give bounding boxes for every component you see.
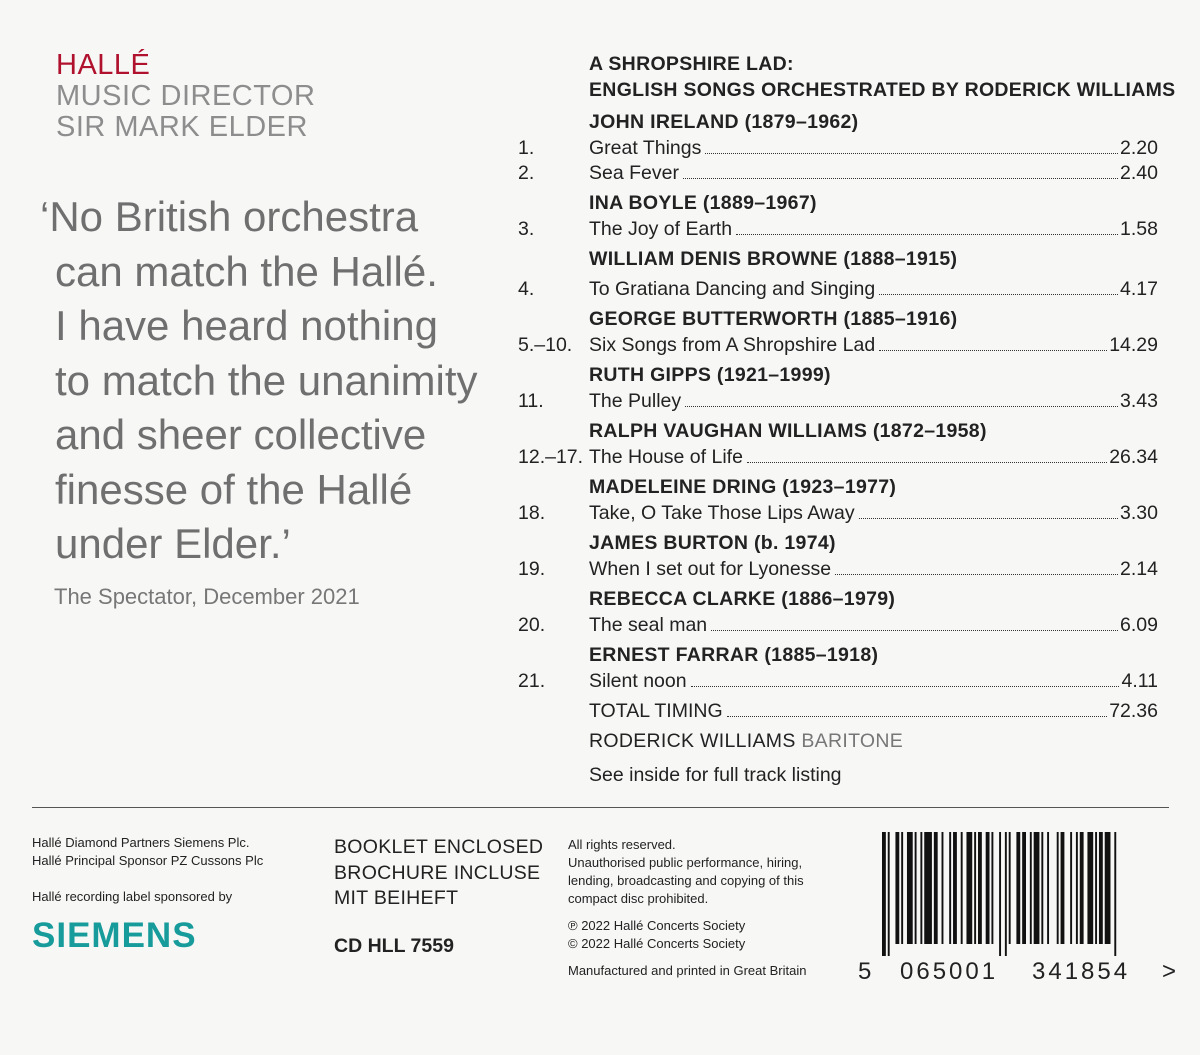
barcode-bar xyxy=(924,832,932,944)
barcode-bar xyxy=(991,832,993,944)
sponsor-line: Hallé Diamond Partners Siemens Plc. xyxy=(32,835,250,850)
track-title: The seal man xyxy=(589,614,708,636)
barcode-bar xyxy=(949,832,951,944)
barcode-bar xyxy=(1009,832,1011,944)
barcode-bar xyxy=(920,832,922,944)
track-title: To Gratiana Dancing and Singing xyxy=(589,278,876,300)
barcode-bar xyxy=(1041,832,1043,944)
track-time: 4.17 xyxy=(1120,278,1158,300)
barcode-bar xyxy=(934,832,938,944)
booklet-line: BOOKLET ENCLOSED xyxy=(334,836,544,858)
track-time: 2.14 xyxy=(1120,558,1158,580)
track-title: Six Songs from A Shropshire Lad xyxy=(589,334,876,356)
total-timing-label: TOTAL TIMING xyxy=(589,700,723,722)
rights-notice xyxy=(568,836,828,908)
composer-heading: REBECCA CLARKE (1886–1979) xyxy=(589,588,896,610)
track-title: Silent noon xyxy=(589,670,687,692)
barcode-bar xyxy=(907,832,913,944)
booklet-line: BROCHURE INCLUSE xyxy=(334,861,541,884)
track-number: 19. xyxy=(518,558,546,580)
catalog-number: CD HLL 7559 xyxy=(334,935,454,957)
track-title: Sea Fever xyxy=(589,162,679,184)
performer-name: RODERICK WILLIAMS xyxy=(589,730,796,752)
barcode-bar xyxy=(942,832,944,944)
barcode-bar xyxy=(1057,832,1059,944)
quote-line: can match the Hallé. xyxy=(55,247,438,295)
barcode-bar xyxy=(1076,832,1078,944)
track-number: 12.–17. xyxy=(518,446,584,468)
track-time: 3.43 xyxy=(1120,390,1158,412)
track-row xyxy=(518,390,1158,416)
track-time: 14.29 xyxy=(1109,334,1158,356)
rights-text: Unauthorised public performance, hiring, lending, broadcasting and copying of this compact disc prohibited. xyxy=(568,855,804,906)
barcode-bar xyxy=(888,832,890,956)
track-title: When I set out for Lyonesse xyxy=(589,558,832,580)
composer-heading: WILLIAM DENIS BROWNE (1888–1915) xyxy=(589,248,958,270)
quote-line: I have heard nothing xyxy=(55,302,438,349)
orchestra-name: HALLÉ xyxy=(56,49,151,81)
leader-dots xyxy=(683,178,1118,179)
siemens-logo: SIEMENS xyxy=(32,916,197,955)
performer-credit xyxy=(589,730,903,753)
barcode-bar xyxy=(1114,832,1116,956)
barcode-bar xyxy=(901,832,903,944)
composer-heading: JOHN IRELAND (1879–1962) xyxy=(589,111,859,133)
track-row xyxy=(518,137,1158,163)
quote-line: finesse of the Hallé xyxy=(55,465,413,513)
barcode-bar xyxy=(1005,832,1007,956)
barcode-bar xyxy=(1099,832,1103,944)
leader-dots xyxy=(705,153,1118,154)
barcode xyxy=(852,832,1182,992)
barcode-bar xyxy=(1030,832,1032,944)
album-title xyxy=(589,51,1175,103)
total-timing-value: 72.36 xyxy=(1109,700,1158,722)
track-time: 4.11 xyxy=(1121,670,1158,692)
track-title: The Pulley xyxy=(589,390,682,412)
barcode-bar xyxy=(895,832,899,944)
composer-heading: RUTH GIPPS (1921–1999) xyxy=(589,364,831,386)
barcode-bar xyxy=(966,832,972,944)
copyright: © 2022 Hallé Concerts Society xyxy=(568,936,746,951)
leader-dots xyxy=(747,462,1107,463)
album-title-line: ENGLISH SONGS ORCHESTRATED BY RODERICK WILLIAMS xyxy=(589,79,1176,101)
barcode-bar xyxy=(1034,832,1040,944)
track-row xyxy=(518,558,1158,584)
barcode-group-left: 065001 xyxy=(900,958,999,985)
quote-line: under Elder.’ xyxy=(55,520,291,567)
track-row xyxy=(518,162,1158,188)
booklet-line: MIT BEIHEFT xyxy=(334,887,459,909)
track-row xyxy=(518,502,1158,528)
leader-dots xyxy=(736,234,1118,235)
track-title: Take, O Take Those Lips Away xyxy=(589,502,855,524)
leader-dots xyxy=(859,518,1118,519)
barcode-bar xyxy=(978,832,982,944)
footer-divider xyxy=(32,807,1169,808)
composer-heading: JAMES BURTON (b. 1974) xyxy=(589,532,836,554)
barcode-bar xyxy=(1070,832,1072,944)
track-number: 2. xyxy=(518,162,535,184)
track-time: 3.30 xyxy=(1120,502,1158,524)
barcode-bar xyxy=(961,832,963,944)
track-time: 1.58 xyxy=(1120,218,1158,240)
leader-dots xyxy=(727,716,1108,717)
barcode-bar xyxy=(1095,832,1097,944)
track-title: The House of Life xyxy=(589,446,743,468)
barcode-bar xyxy=(986,832,990,944)
manufactured-notice: Manufactured and printed in Great Britain xyxy=(568,963,807,978)
track-number: 5.–10. xyxy=(518,334,573,356)
track-time: 2.20 xyxy=(1120,137,1158,159)
track-number: 20. xyxy=(518,614,546,636)
barcode-bar xyxy=(999,832,1001,956)
rights-line: All rights reserved. xyxy=(568,837,676,852)
phonographic-copyright: ℗ 2022 Hallé Concerts Society xyxy=(568,918,746,933)
quote-line: ‘No British orchestra xyxy=(40,193,419,240)
barcode-first-digit: 5 xyxy=(858,958,875,985)
barcode-bar xyxy=(1047,832,1049,944)
track-row xyxy=(518,334,1158,360)
track-time: 26.34 xyxy=(1109,446,1158,468)
track-number: 11. xyxy=(518,390,544,412)
quote-line: to match the unanimity xyxy=(55,356,478,404)
copyright-notice xyxy=(568,917,745,953)
track-number: 18. xyxy=(518,502,546,524)
leader-dots xyxy=(685,406,1118,407)
music-director-name: SIR MARK ELDER xyxy=(56,111,308,143)
performer-role: BARITONE xyxy=(801,730,904,752)
track-row xyxy=(518,218,1158,244)
barcode-bars xyxy=(852,832,1182,956)
barcode-bar xyxy=(882,832,886,956)
track-title: Great Things xyxy=(589,137,702,159)
label-sponsor-text: Hallé recording label sponsored by xyxy=(32,889,233,904)
leader-dots xyxy=(835,574,1118,575)
composer-heading: ERNEST FARRAR (1885–1918) xyxy=(589,644,879,666)
barcode-bar xyxy=(915,832,917,944)
track-title: The Joy of Earth xyxy=(589,218,733,240)
barcode-bar xyxy=(953,832,957,944)
track-time: 2.40 xyxy=(1120,162,1158,184)
track-row xyxy=(518,278,1158,304)
track-row xyxy=(518,446,1158,472)
total-timing-row xyxy=(518,700,1158,726)
composer-heading: GEORGE BUTTERWORTH (1885–1916) xyxy=(589,308,958,330)
composer-heading: MADELEINE DRING (1923–1977) xyxy=(589,476,897,498)
track-row xyxy=(518,670,1158,696)
composer-heading: INA BOYLE (1889–1967) xyxy=(589,192,817,214)
quote-line: and sheer collective xyxy=(55,411,427,458)
track-number: 3. xyxy=(518,218,535,240)
track-row xyxy=(518,614,1158,640)
barcode-bar xyxy=(1087,832,1093,944)
leader-dots xyxy=(879,350,1107,351)
leader-dots xyxy=(691,686,1120,687)
leader-dots xyxy=(711,630,1118,631)
barcode-bar xyxy=(1061,832,1065,944)
track-number: 4. xyxy=(518,278,535,300)
barcode-group-right: 341854 xyxy=(1032,958,1131,985)
barcode-bar xyxy=(974,832,976,944)
leader-dots xyxy=(879,294,1118,295)
track-time: 6.09 xyxy=(1120,614,1158,636)
booklet-notice xyxy=(334,835,543,912)
barcode-bar xyxy=(1080,832,1084,944)
header-brand xyxy=(56,50,315,143)
music-director-label: MUSIC DIRECTOR xyxy=(56,80,316,112)
album-title-line: A SHROPSHIRE LAD: xyxy=(589,53,794,75)
track-number: 1. xyxy=(518,137,535,159)
barcode-bar xyxy=(1016,832,1020,944)
barcode-bar xyxy=(1022,832,1026,944)
track-number: 21. xyxy=(518,670,546,692)
press-quote xyxy=(40,190,510,572)
see-inside-note: See inside for full track listing xyxy=(589,764,842,786)
barcode-end-mark: > xyxy=(1162,958,1180,985)
sponsor-line: Hallé Principal Sponsor PZ Cussons Plc xyxy=(32,853,264,868)
composer-heading: RALPH VAUGHAN WILLIAMS (1872–1958) xyxy=(589,420,987,442)
barcode-bar xyxy=(1105,832,1111,944)
sponsor-credits xyxy=(32,834,263,870)
quote-source: The Spectator, December 2021 xyxy=(54,584,360,609)
